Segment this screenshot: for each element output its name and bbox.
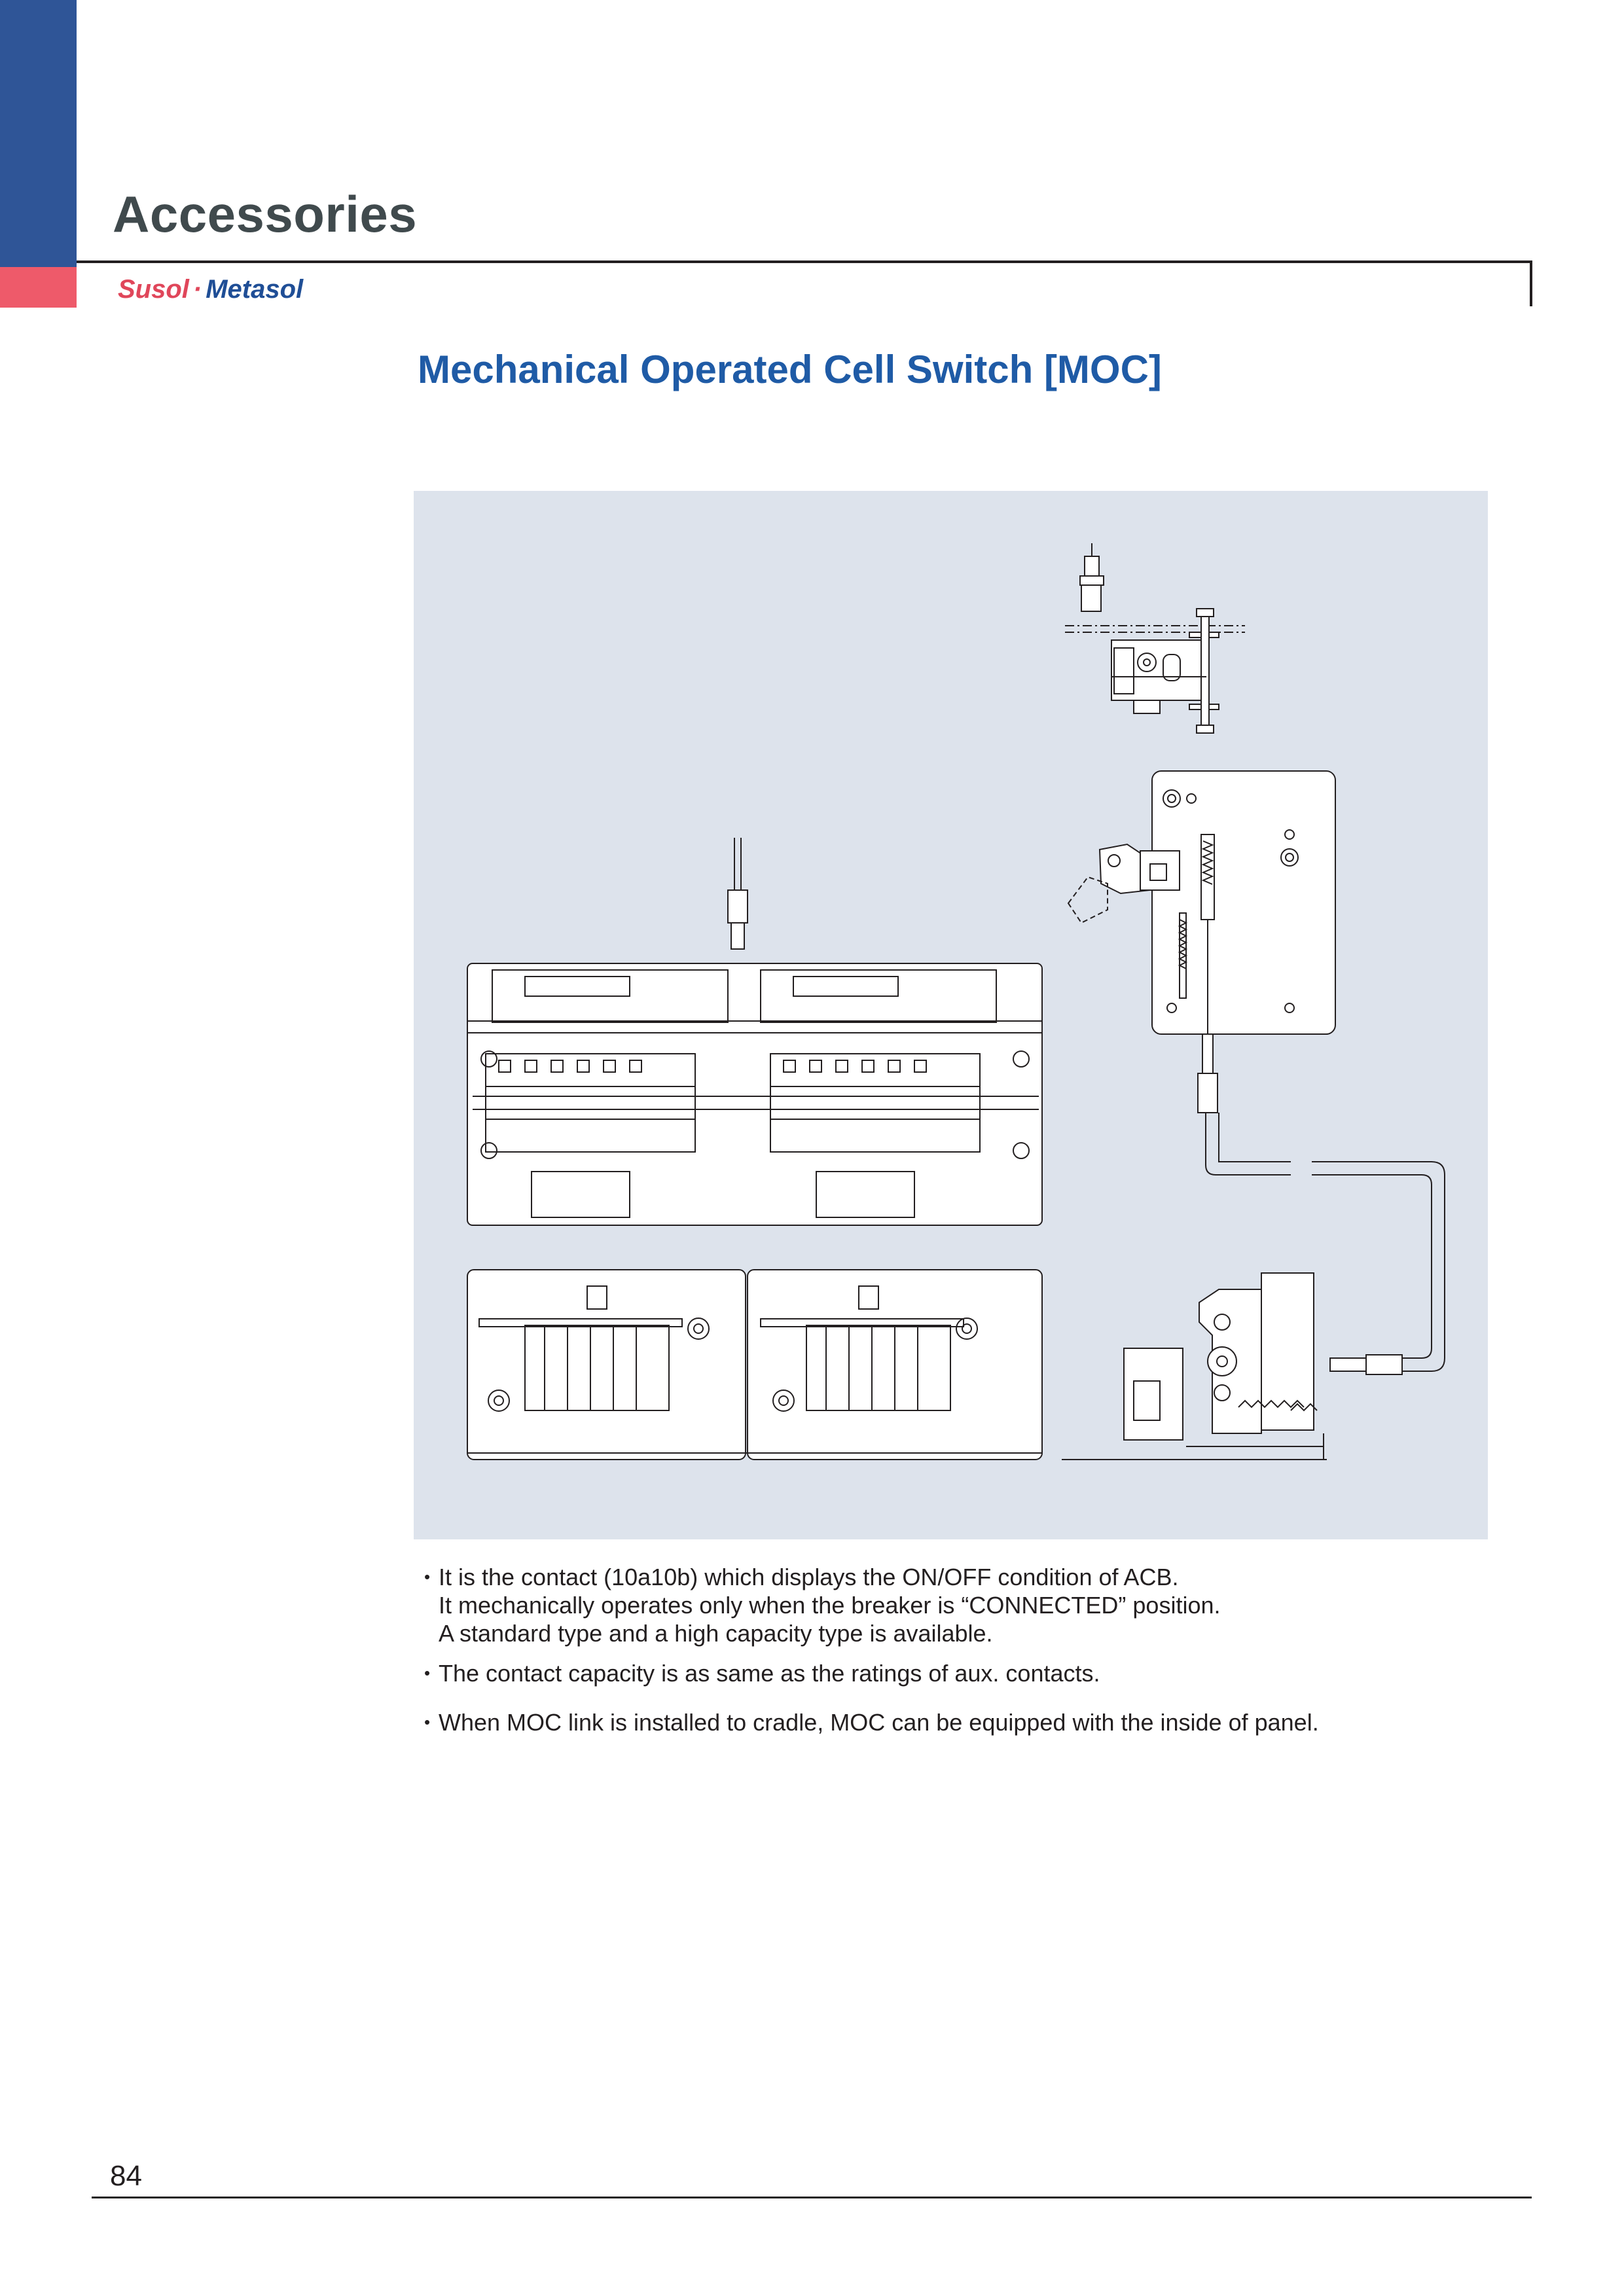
page-number: 84 [110, 2160, 142, 2192]
brand-metasol: Metasol [206, 275, 304, 304]
brand-separator: · [192, 275, 202, 304]
bullet-mark: • [424, 1567, 431, 1587]
header-rule [77, 260, 1532, 263]
page-heading: Mechanical Operated Cell Switch [MOC] [418, 348, 1162, 391]
feature-item [424, 1659, 1471, 1687]
brand-logo [118, 275, 303, 304]
feature-line: A standard type and a high capacity type is available. [439, 1620, 993, 1647]
feature-text [439, 1563, 1221, 1647]
side-color-bar-blue [0, 0, 77, 267]
bullet-mark: • [424, 1663, 431, 1683]
top-bracket-assembly [1065, 543, 1245, 733]
lower-switch-base [467, 1270, 1042, 1460]
section-title: Accessories [113, 185, 418, 243]
brand-susol: Susol [118, 275, 189, 304]
feature-list [424, 1563, 1471, 1748]
feature-line: The contact capacity is as same as the ratings of aux. contacts. [439, 1660, 1100, 1687]
feature-item [424, 1563, 1471, 1647]
bottom-right-mechanism [1062, 1273, 1327, 1460]
moc-drawing-panel [414, 491, 1488, 1539]
header-rule-end-tick [1530, 260, 1532, 306]
feature-item [424, 1708, 1471, 1736]
footer-rule [92, 2197, 1532, 2198]
bullet-mark: • [424, 1712, 431, 1732]
feature-line: It is the contact (10a10b) which displays the ON/OFF condition of ACB. [439, 1564, 1179, 1590]
moc-technical-drawing [414, 491, 1488, 1539]
moc-plate-assembly [1068, 771, 1335, 1113]
feature-text [439, 1708, 1319, 1736]
upper-switch-base [467, 963, 1042, 1225]
feature-text [439, 1659, 1100, 1687]
side-color-bar-pink [0, 267, 77, 308]
center-link [728, 838, 748, 949]
feature-line: It mechanically operates only when the breaker is “CONNECTED” position. [439, 1592, 1221, 1619]
feature-line: When MOC link is installed to cradle, MOC can be equipped with the inside of panel. [439, 1709, 1319, 1736]
